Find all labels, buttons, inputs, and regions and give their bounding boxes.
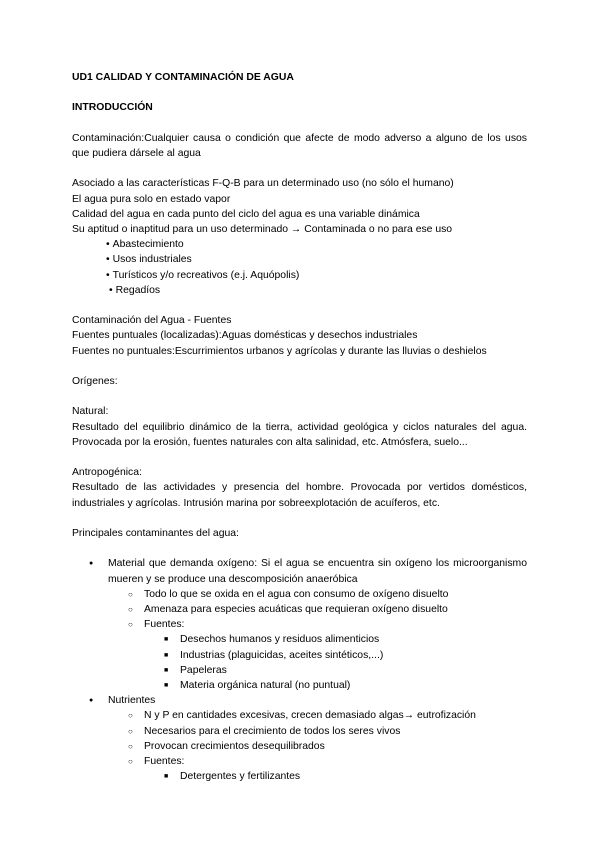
antropogenica-text: Resultado de las actividades y presencia del hombre. Provocada por vertidos domésticos, industriales y agrícolas. Intrusión marina por sobreexplotación de acuíferos, etc. (72, 482, 527, 509)
list-item: ■ Materia orgánica natural (no puntual) (164, 678, 527, 693)
list-item: • Regadíos (106, 283, 527, 298)
list-item: • Turísticos y/o recreativos (e.j. Aquópolis) (106, 268, 527, 283)
list-item (128, 754, 527, 784)
document-page (72, 70, 527, 784)
list-item: ○ Provocan crecimientos desequilibrados (128, 739, 527, 754)
origenes-heading: Orígenes: (72, 375, 118, 387)
list-item: ■ Papeleras (164, 663, 527, 678)
list-item (89, 693, 527, 784)
list-item: ○ Amenaza para especies acuáticas que requieran oxígeno disuelto (128, 602, 527, 617)
text-line: El agua pura solo en estado vapor (72, 193, 231, 205)
fuentes-title: Contaminación del Agua - Fuentes (72, 315, 232, 327)
natural-text: Resultado del equilibrio dinámico de la tierra, actividad geológica y ciclos naturales del agua. Provocada por la erosión, fuentes naturales con alta salinidad, etc. Atmósfera, suelo... (72, 421, 527, 448)
sub-list (108, 587, 527, 693)
fuentes-puntuales: Fuentes puntuales (localizadas):Aguas domésticas y desechos industriales (72, 330, 418, 342)
fuentes-list (144, 769, 527, 784)
fuentes-no-puntuales: Fuentes no puntuales:Escurrimientos urbanos y agrícolas y durante las lluvias o deshielos (72, 345, 487, 357)
usos-list (72, 237, 527, 298)
text-line: Asociado a las características F-Q-B para un determinado uso (no sólo el humano) (72, 178, 454, 190)
list-item: ■ Detergentes y fertilizantes (164, 769, 527, 784)
list-item (89, 556, 527, 693)
list-item: ■ Industrias (plaguicidas, aceites sintéticos,...) (164, 648, 527, 663)
principales-heading: Principales contaminantes del agua: (72, 527, 239, 539)
sub-list (108, 708, 527, 784)
fuentes-label: ○ Fuentes: (144, 619, 185, 631)
contaminantes-list (72, 556, 527, 784)
antropogenica-title: Antropogénica: (72, 467, 142, 479)
fuentes-list (144, 632, 527, 693)
list-item: ○ Todo lo que se oxida en el agua con consumo de oxígeno disuelto (128, 587, 527, 602)
list-item (128, 617, 527, 693)
contaminante-label: ● Material que demanda oxígeno: Si el agua se encuentra sin oxígeno los microorganismo mueren y se produce una descomposición anaeróbica (108, 558, 527, 585)
contaminacion-definition: Contaminación:Cualquier causa o condición que afecte de modo adverso a alguno de los usos que pudiera dársele al agua (72, 132, 527, 159)
contaminante-label: ● Nutrientes (108, 695, 156, 707)
list-item: • Abastecimiento (106, 237, 527, 252)
list-item: • Usos industriales (106, 252, 527, 267)
text-line: Su aptitud o inaptitud para un uso determinado → Contaminada o no para ese uso (72, 223, 453, 235)
text-line: Calidad del agua en cada punto del ciclo del agua es una variable dinámica (72, 208, 420, 220)
list-item: ■ Desechos humanos y residuos alimenticios (164, 632, 527, 647)
fuentes-label: ○ Fuentes: (144, 756, 185, 767)
natural-title: Natural: (72, 406, 109, 418)
document-title: UD1 CALIDAD Y CONTAMINACIÓN DE AGUA (72, 72, 294, 83)
section-heading-introduccion: INTRODUCCIÓN (72, 102, 153, 114)
list-item: ○ Necesarios para el crecimiento de todos los seres vivos (128, 724, 527, 739)
list-item: ○ N y P en cantidades excesivas, crecen demasiado algas→ eutrofización (128, 708, 527, 723)
